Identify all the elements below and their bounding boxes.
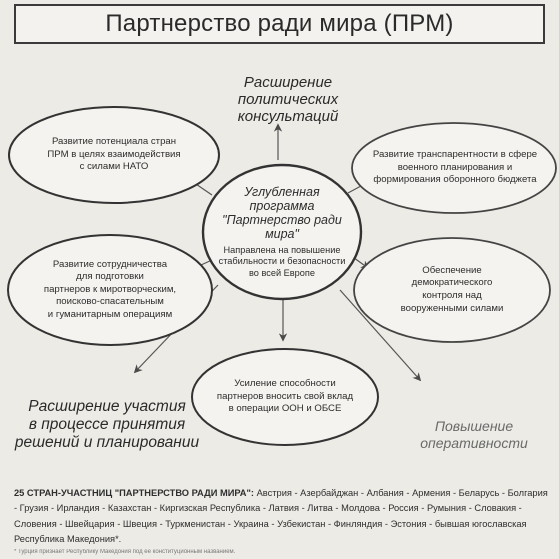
countries-names: Австрия - Азербайджан - Албания - Армения - Беларусь - Болгария - Грузия - Ирландия - Казахстан - Киргизская Республика - Латвия - Литва - Молдова - Россия - Румыния - Словакия - Словения - Швейцария - Швеция - Туркменистан - Украина - Узбекистан - Финляндия - Эстония - бывшая югославская Республика Македония*. <box>14 488 548 544</box>
goal-line: партнеров вносить свой вклад <box>216 390 354 402</box>
goal-line: Развитие потенциала стран <box>51 136 177 148</box>
center-title-line: программа <box>249 198 315 213</box>
center-title-line: Углубленная <box>244 184 320 199</box>
direction-bottom-left-line: решений и планировании <box>14 434 200 451</box>
goal-line: ПРМ в целях взаимодействия <box>47 148 181 160</box>
direction-bottom-left <box>12 398 202 452</box>
goal-line: военного планирования и <box>397 161 513 173</box>
goal-5-text <box>200 372 370 422</box>
center-text <box>208 170 356 294</box>
goal-line: партнеров к миротворческим, <box>43 283 177 295</box>
countries-heading: 25 СТРАН-УЧАСТНИЦ "ПАРТНЕРСТВО РАДИ МИРА": <box>14 488 257 498</box>
direction-top-line: Расширение <box>243 74 333 91</box>
direction-bottom-right-line: Повышение <box>434 418 514 434</box>
page-title: Партнерство ради мира (ПРМ) <box>105 10 454 37</box>
goal-line: демократического <box>411 277 493 289</box>
goal-line: вооруженными силами <box>400 302 504 314</box>
center-desc-line: Направлена на повышение <box>223 244 341 255</box>
goal-1-text <box>24 124 204 186</box>
center-desc-line: во всей Европе <box>249 267 315 278</box>
center-desc-line: стабильности и безопасности <box>218 256 346 267</box>
direction-top-line: политических <box>237 91 339 108</box>
goal-line: формирования оборонного бюджета <box>373 174 537 186</box>
goal-line: и гуманитарным операциям <box>47 308 173 320</box>
goal-line: Обеспечение <box>422 264 482 276</box>
direction-bottom-left-line: Расширение участия <box>28 398 186 415</box>
goal-line: Усиление способности <box>234 378 336 390</box>
direction-top <box>228 74 348 125</box>
goal-line: контроля над <box>422 290 482 301</box>
goal-line: Развитие транспарентности в сфере <box>372 149 538 161</box>
goal-4-text <box>378 258 526 322</box>
direction-bottom-right <box>404 418 544 452</box>
goal-line: в операции ООН и ОБСЕ <box>228 403 342 415</box>
center-description <box>219 245 346 280</box>
goal-line: поисково-спасательным <box>56 296 164 308</box>
countries-list <box>14 486 550 547</box>
goal-3-text <box>20 252 200 328</box>
direction-bottom-left-line: в процессе принятия <box>28 416 186 433</box>
goal-line: для подготовки <box>76 271 144 283</box>
center-title-line: "Партнерство ради мира" <box>222 212 342 241</box>
center-title <box>208 185 356 241</box>
goal-line: с силами НАТО <box>79 161 149 173</box>
goal-line: Развитие сотрудничества <box>52 258 168 270</box>
direction-top-line: консультаций <box>237 108 339 125</box>
goal-2-text <box>362 140 548 196</box>
direction-bottom-right-line: оперативности <box>420 435 528 451</box>
footnote: * Турция признает Республику Македония под ее конституционным названием. <box>14 549 236 555</box>
